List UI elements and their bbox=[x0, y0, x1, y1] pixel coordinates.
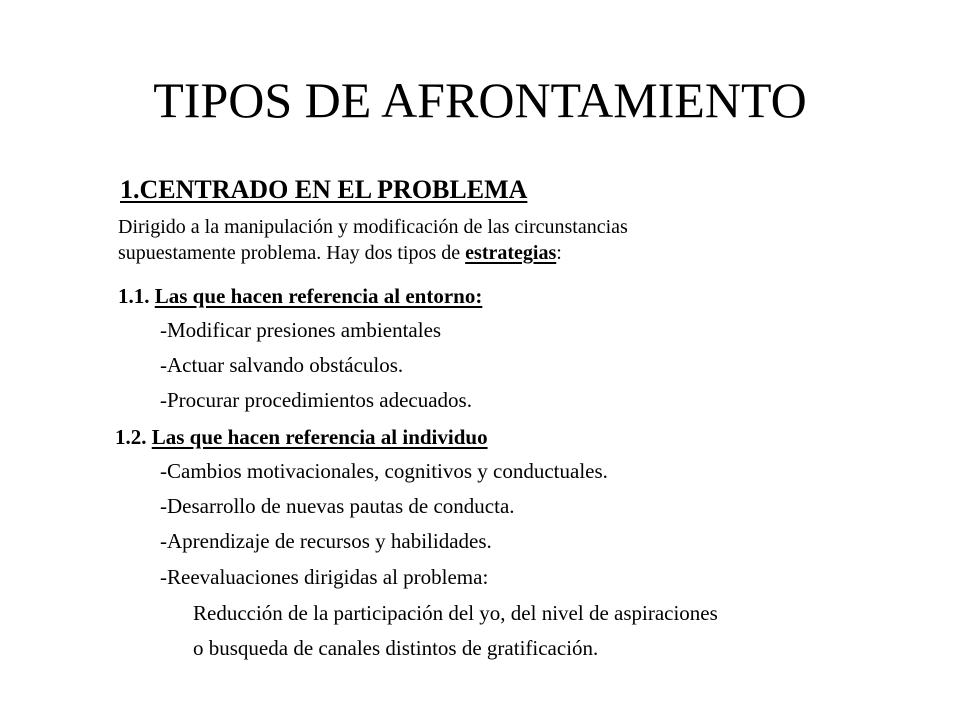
section-heading bbox=[120, 172, 527, 208]
reevaluation-detail-line: o busqueda de canales distintos de gratificación. bbox=[193, 636, 599, 660]
description-line-1: Dirigido a la manipulación y modificación de las circunstancias bbox=[118, 216, 628, 238]
subsection-2-item: -Desarrollo de nuevas pautas de conducta. bbox=[160, 494, 515, 518]
subsection-2-heading bbox=[115, 422, 488, 452]
subsection-1-number: 1.1. bbox=[118, 284, 155, 308]
subsection-1-item: -Modificar presiones ambientales bbox=[160, 318, 442, 342]
subsection-1-title: Las que hacen referencia al entorno: bbox=[154, 284, 483, 308]
slide-title: TIPOS DE AFRONTAMIENTO bbox=[153, 72, 807, 128]
description-colon: : bbox=[556, 242, 562, 264]
subsection-2-item: -Aprendizaje de recursos y habilidades. bbox=[160, 529, 492, 553]
subsection-2-number: 1.2. bbox=[115, 425, 152, 449]
section-number: 1. bbox=[120, 175, 140, 204]
description-line-2 bbox=[118, 240, 562, 266]
subsection-1-item: -Procurar procedimientos adecuados. bbox=[160, 388, 472, 412]
subsection-2-item: -Cambios motivacionales, cognitivos y conductuales. bbox=[160, 459, 608, 483]
subsection-2-title: Las que hacen referencia al individuo bbox=[151, 425, 488, 449]
reevaluation-detail-line: Reducción de la participación del yo, del nivel de aspiraciones bbox=[193, 601, 718, 625]
strategies-keyword: estrategias bbox=[465, 242, 557, 264]
section-heading-text: CENTRADO EN EL PROBLEMA bbox=[139, 175, 528, 204]
subsection-1-item: -Actuar salvando obstáculos. bbox=[160, 353, 404, 377]
subsection-1-heading bbox=[118, 281, 482, 311]
description-text: supuestamente problema. Hay dos tipos de bbox=[118, 242, 466, 264]
subsection-2-item: -Reevaluaciones dirigidas al problema: bbox=[160, 565, 489, 589]
